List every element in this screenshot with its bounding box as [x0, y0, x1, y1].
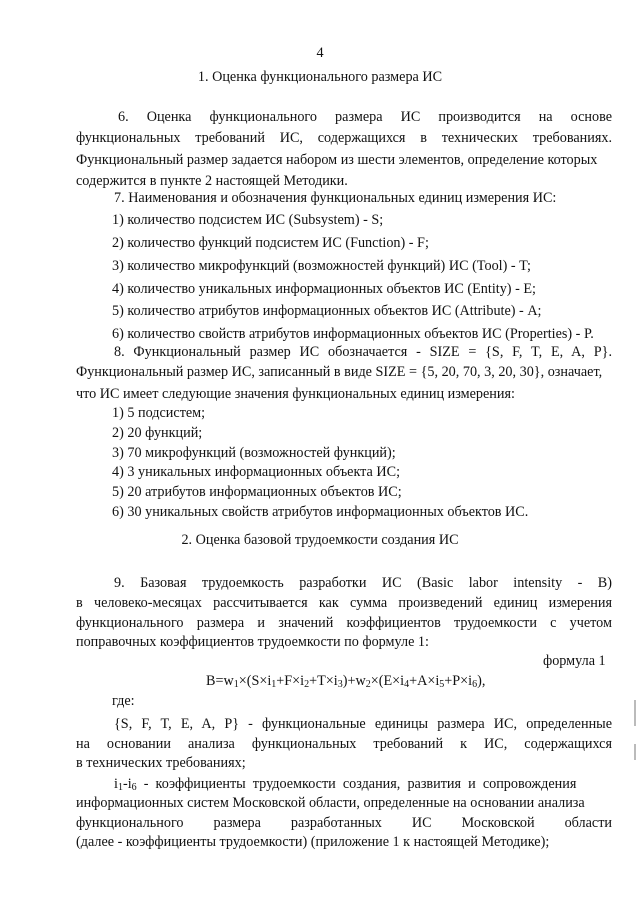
section-heading-basic-labor: 2. Оценка базовой трудоемкости создания ИС: [181, 532, 459, 548]
scan-edge-mark: [634, 744, 636, 760]
paragraph-8-line-1: 8. Функциональный размер ИС обозначается - SIZE = {S, F, T, E, A, P}.: [114, 344, 612, 360]
section-heading-functional-size: 1. Оценка функционального размера ИС: [197, 69, 443, 85]
where-label: где:: [112, 693, 135, 709]
paragraph-9-line-2: в человеко-месяцах рассчитывается как сумма произведений единиц измерения: [76, 595, 612, 611]
definition-units-line-2: на основании анализа функциональных требований к ИС, содержащихся: [76, 736, 612, 752]
paragraph-9-line-3: функционального размера и значений коэффициентов трудоемкости с учетом: [76, 615, 612, 631]
list-item-entity: 4) количество уникальных информационных объектов ИС (Entity) - E;: [112, 281, 536, 297]
definition-coefficients-line-4: (далее - коэффициенты трудоемкости) (приложение 1 к настоящей Методике);: [76, 834, 550, 850]
list-item-subsystem: 1) количество подсистем ИС (Subsystem) - S;: [112, 212, 384, 228]
paragraph-8-line-3: что ИС имеет следующие значения функциональных единиц измерения:: [76, 386, 515, 402]
list-item-tool: 3) количество микрофункций (возможностей функций) ИС (Tool) - T;: [112, 258, 531, 274]
paragraph-6-line-4: содержится в пункте 2 настоящей Методики.: [76, 173, 348, 189]
scan-edge-mark: [634, 700, 636, 726]
formula-1: $B=w_1\times(S\times i_1+F\times i_2+T\times i_3)+w_2\times(E\times i_4+A\times i_5+P\times i_6)$,: [206, 673, 486, 690]
list-item-properties-count: 6) 30 уникальных свойств атрибутов информационных объектов ИС.: [112, 504, 529, 520]
paragraph-6-line-3: Функциональный размер задается набором из шести элементов, определение которых: [76, 152, 598, 168]
list-item-attribute: 5) количество атрибутов информационных объектов ИС (Attribute) - A;: [112, 303, 542, 319]
list-item-microfunctions-count: 3) 70 микрофункций (возможностей функций);: [112, 445, 396, 461]
list-item-attributes-count: 5) 20 атрибутов информационных объектов ИС;: [112, 484, 402, 500]
paragraph-6-line-2: функциональных требований ИС, содержащихся в технических требованиях.: [76, 130, 612, 146]
definition-coefficients-line-3: функционального размера разработанных ИС Московской области: [76, 815, 612, 831]
page-number: 4: [316, 45, 324, 61]
definition-units-line-1: {S, F, T, E, A, P} - функциональные единицы размера ИС, определенные: [114, 716, 612, 732]
definition-coefficients-line-1: $i_1-i_6$ - коэффициенты трудоемкости создания, развития и сопровождения: [114, 776, 577, 793]
definition-coefficients-line-2: информационных систем Московской области, определенные на основании анализа: [76, 795, 585, 811]
formula-label: формула 1: [543, 653, 606, 669]
paragraph-7-intro: 7. Наименования и обозначения функциональных единиц измерения ИС:: [114, 190, 557, 206]
list-item-functions-count: 2) 20 функций;: [112, 425, 203, 441]
paragraph-9-line-4: поправочных коэффициентов трудоемкости по формуле 1:: [76, 634, 429, 650]
paragraph-6-line-1: 6. Оценка функционального размера ИС производится на основе: [118, 109, 612, 125]
list-item-subsystems-count: 1) 5 подсистем;: [112, 405, 206, 421]
paragraph-8-line-2: Функциональный размер ИС, записанный в виде SIZE = {5, 20, 70, 3, 20, 30}, означает,: [76, 364, 603, 380]
list-item-function: 2) количество функций подсистем ИС (Function) - F;: [112, 235, 429, 251]
paragraph-9-line-1: 9. Базовая трудоемкость разработки ИС (Basic labor intensity - B): [114, 575, 612, 591]
list-item-objects-count: 4) 3 уникальных информационных объекта ИС;: [112, 464, 401, 480]
list-item-properties: 6) количество свойств атрибутов информационных объектов ИС (Properties) - P.: [112, 326, 594, 342]
definition-units-line-3: в технических требованиях;: [76, 755, 246, 771]
